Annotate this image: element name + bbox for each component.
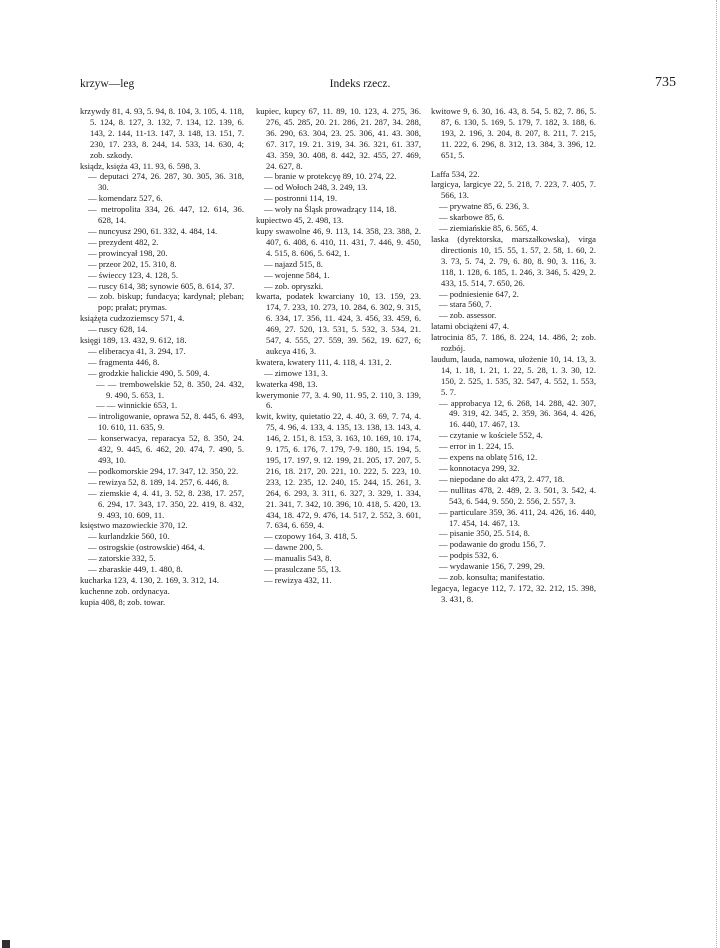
index-subentry: — konserwacya, reparacya 52, 8. 350, 24. 432, 9. 445, 6. 462, 20. 474, 7. 490, 5. 493, 10. [88, 433, 244, 465]
index-subentry: — świeccy 123, 4. 128, 5. [88, 269, 178, 280]
index-entry: księgi 189, 13. 432, 9. 612, 18. [80, 335, 187, 346]
index-entry: kucharka 123, 4. 130, 2. 169, 3. 312, 14. [80, 574, 219, 585]
index-subentry: — wojenne 584, 1. [264, 269, 330, 280]
index-subentry: — stara 560, 7. [439, 299, 492, 310]
index-subentry: — — trembowelskie 52, 8. 350, 24. 432, 9. 490, 5. 653, 1. [96, 378, 244, 400]
index-entry: kwarta, podatek kwarciany 10, 13. 159, 23. 174, 7. 233, 10. 273, 10. 284, 6. 302, 9. 315, 6. 334, 17. 356, 11. 424, 3. 456, 33. 459, 6. 469, 27. 520, 13. 531, 5. 532, 3. 534, 21. 547, 4. 555, 27. 559, 39. 562, 19. 627, 6; aukcya 416, 3. [256, 291, 421, 356]
index-subentry: — deputaci 274, 26. 287, 30. 305, 36. 318, 30. [88, 171, 244, 193]
index-subentry: — woły na Śląsk prowadzący 114, 18. [264, 204, 397, 215]
index-entry: largicya, largicye 22, 5. 218, 7. 223, 7. 405, 7. 566, 13. [431, 179, 596, 201]
index-subentry: — komendarz 527, 6. [88, 193, 163, 204]
index-entry: kupiectwo 45, 2. 498, 13. [256, 215, 344, 226]
index-entry: kuchenne zob. ordynacya. [80, 585, 170, 596]
index-entry: latami obciążeni 47, 4. [431, 321, 510, 332]
index-subentry: — niepodane do akt 473, 2. 477, 18. [439, 473, 565, 484]
index-subentry: — czytanie w kościele 552, 4. [439, 430, 543, 441]
index-subentry: — kurlandzkie 560, 10. [88, 531, 170, 542]
scan-corner-mark [2, 940, 10, 948]
index-subentry: — error in 1. 224, 15. [439, 441, 514, 452]
index-subentry: — od Wołoch 248, 3. 249, 13. [264, 182, 368, 193]
index-entry: kwit, kwity, quietatio 22, 4. 40, 3. 69, 7. 74, 4. 75, 4. 96, 4. 133, 4. 135, 13. 138, 13. 143, 4. 146, 2. 151, 8. 153, 3. 163, 10. 169, 10. 174, 9. 175, 6. 176, 7. 179, 7-9. 180, 15. 194, 5. 195, 17. 197, 9. 12. 199, 21. 205, 17. 207, 5. 216, 18. 217, 20. 221, 10. 222, 5. 223, 10. 233, 12. 235, 12. 240, 15. 244, 15. 261, 3. 264, 6. 293, 3. 311, 6. 327, 3. 329, 1. 334, 21. 341, 7. 342, 10. 396, 10. 418, 5. 420, 13. 434, 18. 472, 9. 476, 14. 517, 2. 552, 3. 601, 7. 634, 6. 659, 4. [256, 411, 421, 531]
index-subentry: — grodzkie halickie 490, 5. 509, 4. [88, 367, 210, 378]
index-entry: laska (dyrektorska, marszałkowska), virga directionis 10, 15. 55, 1. 57, 2. 58, 1. 60, 2. 3. 73, 5. 74, 2. 79, 6. 80, 8. 90, 3. 116, 3. 118, 1. 128, 6. 185, 1. 246, 3. 346, 5. 429, 2. 433, 15. 514, 7. 650, 26. [431, 233, 596, 288]
index-subentry: — najazd 515, 8. [264, 258, 323, 269]
index-subentry: — rewizya 52, 8. 189, 14. 257, 6. 446, 8. [88, 476, 230, 487]
index-subentry: — nuncyusz 290, 61. 332, 4. 484, 14. [88, 225, 218, 236]
index-subentry: — metropolita 334, 26. 447, 12. 614, 36. 628, 14. [88, 204, 244, 226]
index-entry: kupiec, kupcy 67, 11. 89, 10. 123, 4. 275, 36. 276, 45. 285, 20. 21. 286, 21. 287, 34. 288, 36. 290, 63. 304, 23. 25. 306, 41. 43. 308, 67. 317, 19. 21. 319, 34. 36. 321, 61. 337, 43. 359, 30. 408, 8. 442, 32. 455, 27. 469, 24. 627, 8. [256, 106, 421, 171]
index-subentry: — zob. biskup; fundacya; kardynał; pleban; pop; prałat; prymas. [88, 291, 244, 313]
index-subentry: — — winnickie 653, 1. [96, 400, 178, 411]
index-subentry: — zob. assessor. [439, 310, 497, 321]
index-entry: kwatera, kwatery 111, 4. 118, 4. 131, 2. [256, 356, 392, 367]
index-subentry: — rewizya 432, 11. [264, 574, 332, 585]
index-subentry: — zob. opryszki. [264, 280, 324, 291]
index-entry: laudum, lauda, namowa, ułożenie 10, 14. 13, 3. 14, 1. 18, 1. 21, 1. 22, 5. 28, 1. 3. 30, 12. 150, 2. 525, 1. 535, 32. 547, 4. 552, 1. 553, 5. 7. [431, 353, 596, 397]
index-subentry: — zob. konsulta; manifestatio. [439, 572, 545, 583]
page-header [80, 75, 676, 96]
index-subentry: — skarbowe 85, 6. [439, 212, 505, 223]
index-subentry: — prywatne 85, 6. 236, 3. [439, 201, 529, 212]
index-subentry: — ruscy 614, 38; synowie 605, 8. 614, 37. [88, 280, 235, 291]
index-subentry: — introligowanie, oprawa 52, 8. 445, 6. 493, 10. 610, 11. 635, 9. [88, 411, 244, 433]
index-subentry: — ziemiańskie 85, 6. 565, 4. [439, 223, 539, 234]
section-gap [431, 161, 596, 169]
page-number: 735 [655, 75, 676, 90]
index-subentry: — ziemskie 4, 4. 41, 3. 52, 8. 238, 17. 257, 6. 294, 17. 343, 17. 350, 22. 419, 8. 432, 9. 493, 10. 609, 11. [88, 487, 244, 520]
index-subentry: — ostrogskie (ostrowskie) 464, 4. [88, 542, 205, 553]
index-subentry: — ruscy 628, 14. [88, 324, 148, 335]
index-subentry: — branie w protekcyę 89, 10. 274, 22. [264, 171, 397, 182]
page-edge-line [716, 0, 717, 948]
index-subentry: — zimowe 131, 3. [264, 367, 328, 378]
index-entry: książęta cudzoziemscy 571, 4. [80, 313, 185, 324]
index-subentry: — approbacya 12, 6. 268, 14. 288, 42. 307, 49. 319, 42. 345, 2. 359, 36. 364, 4. 426, 16. 440, 17. 467, 13. [439, 397, 596, 430]
running-head-title: Indeks rzecz. [329, 78, 391, 90]
index-entry: latrocinia 85, 7. 186, 8. 224, 14. 486, 2; zob. rozbój. [431, 332, 596, 354]
index-subentry: — wydawanie 156, 7. 299, 29. [439, 561, 545, 572]
index-subentry: — expens na oblatę 516, 12. [439, 452, 538, 463]
running-head-range: krzyw—leg [80, 78, 135, 90]
index-subentry: — eliberacya 41, 3. 294, 17. [88, 345, 186, 356]
index-subentry: — fragmenta 446, 8. [88, 356, 160, 367]
index-subentry: — podpis 532, 6. [439, 550, 499, 561]
index-entry: ksiądz, księża 43, 11. 93, 6. 598, 3. [80, 160, 201, 171]
index-subentry: — prezydent 482, 2. [88, 236, 159, 247]
index-subentry: — przeor 202, 15. 310, 8. [88, 258, 177, 269]
index-column-3 [431, 106, 596, 605]
index-subentry: — particulare 359, 36. 411, 24. 426, 16. 440, 17. 454, 14. 467, 13. [439, 506, 596, 528]
index-subentry: — dawne 200, 5. [264, 542, 323, 553]
index-subentry: — postronni 114, 19. [264, 193, 337, 204]
index-subentry: — nullitas 478, 2. 489, 2. 3. 501, 3. 542, 4. 543, 6. 544, 9. 550, 2. 556, 2. 557, 3. [439, 484, 596, 506]
index-subentry: — podniesienie 647, 2. [439, 288, 519, 299]
index-subentry: — pisanie 350, 25. 514, 8. [439, 528, 530, 539]
index-column-1 [80, 106, 244, 608]
index-subentry: — podkomorskie 294, 17. 347, 12. 350, 22. [88, 465, 239, 476]
index-subentry: — manualis 543, 8. [264, 553, 332, 564]
index-entry: kupy swawolne 46, 9. 113, 14. 358, 23. 388, 2. 407, 6. 408, 6. 410, 11. 431, 7. 446, 9. 450, 4. 515, 8. 606, 5. 642, 1. [256, 225, 421, 258]
index-subentry: — zatorskie 332, 5. [88, 553, 156, 564]
index-entry: legacya, legacye 112, 7. 172, 32. 212, 15. 398, 3. 431, 8. [431, 582, 596, 604]
index-entry: kwaterka 498, 13. [256, 378, 318, 389]
index-subentry: — zbaraskie 449, 1. 480, 8. [88, 564, 183, 575]
index-entry: krzywdy 81, 4. 93, 5. 94, 8. 104, 3. 105, 4. 118, 5. 124, 8. 127, 3. 132, 7. 134, 12. 139, 6. 143, 2. 144, 11-13. 147, 3. 148, 13. 151, 7. 230, 17. 233, 8. 244, 14. 533, 14. 630, 4; zob. szkody. [80, 106, 244, 160]
index-entry: kwerymonie 77, 3. 4. 90, 11. 95, 2. 110, 3. 139, 6. [256, 389, 421, 411]
index-subentry: — czopowy 164, 3. 418, 5. [264, 531, 358, 542]
index-subentry: — podawanie do grodu 156, 7. [439, 539, 546, 550]
index-column-2 [256, 106, 421, 586]
index-entry: kupia 408, 8; zob. towar. [80, 596, 166, 607]
index-entry: Laffa 534, 22. [431, 168, 480, 179]
index-subentry: — konnotacya 299, 32. [439, 463, 520, 473]
index-entry: kwitowe 9, 6. 30, 16. 43, 8. 54, 5. 82, 7. 86, 5. 87, 6. 130, 5. 169, 5. 179, 7. 182, 3. 188, 6. 193, 2. 196, 3. 204, 8. 207, 8. 211, 7. 215, 11. 222, 6. 296, 8. 312, 13. 384, 3. 396, 12. 651, 5. [431, 106, 596, 160]
index-subentry: — prasulczane 55, 13. [264, 564, 342, 575]
index-subentry: — prowincyał 198, 20. [88, 247, 168, 258]
index-entry: księstwo mazowieckie 370, 12. [80, 520, 188, 531]
